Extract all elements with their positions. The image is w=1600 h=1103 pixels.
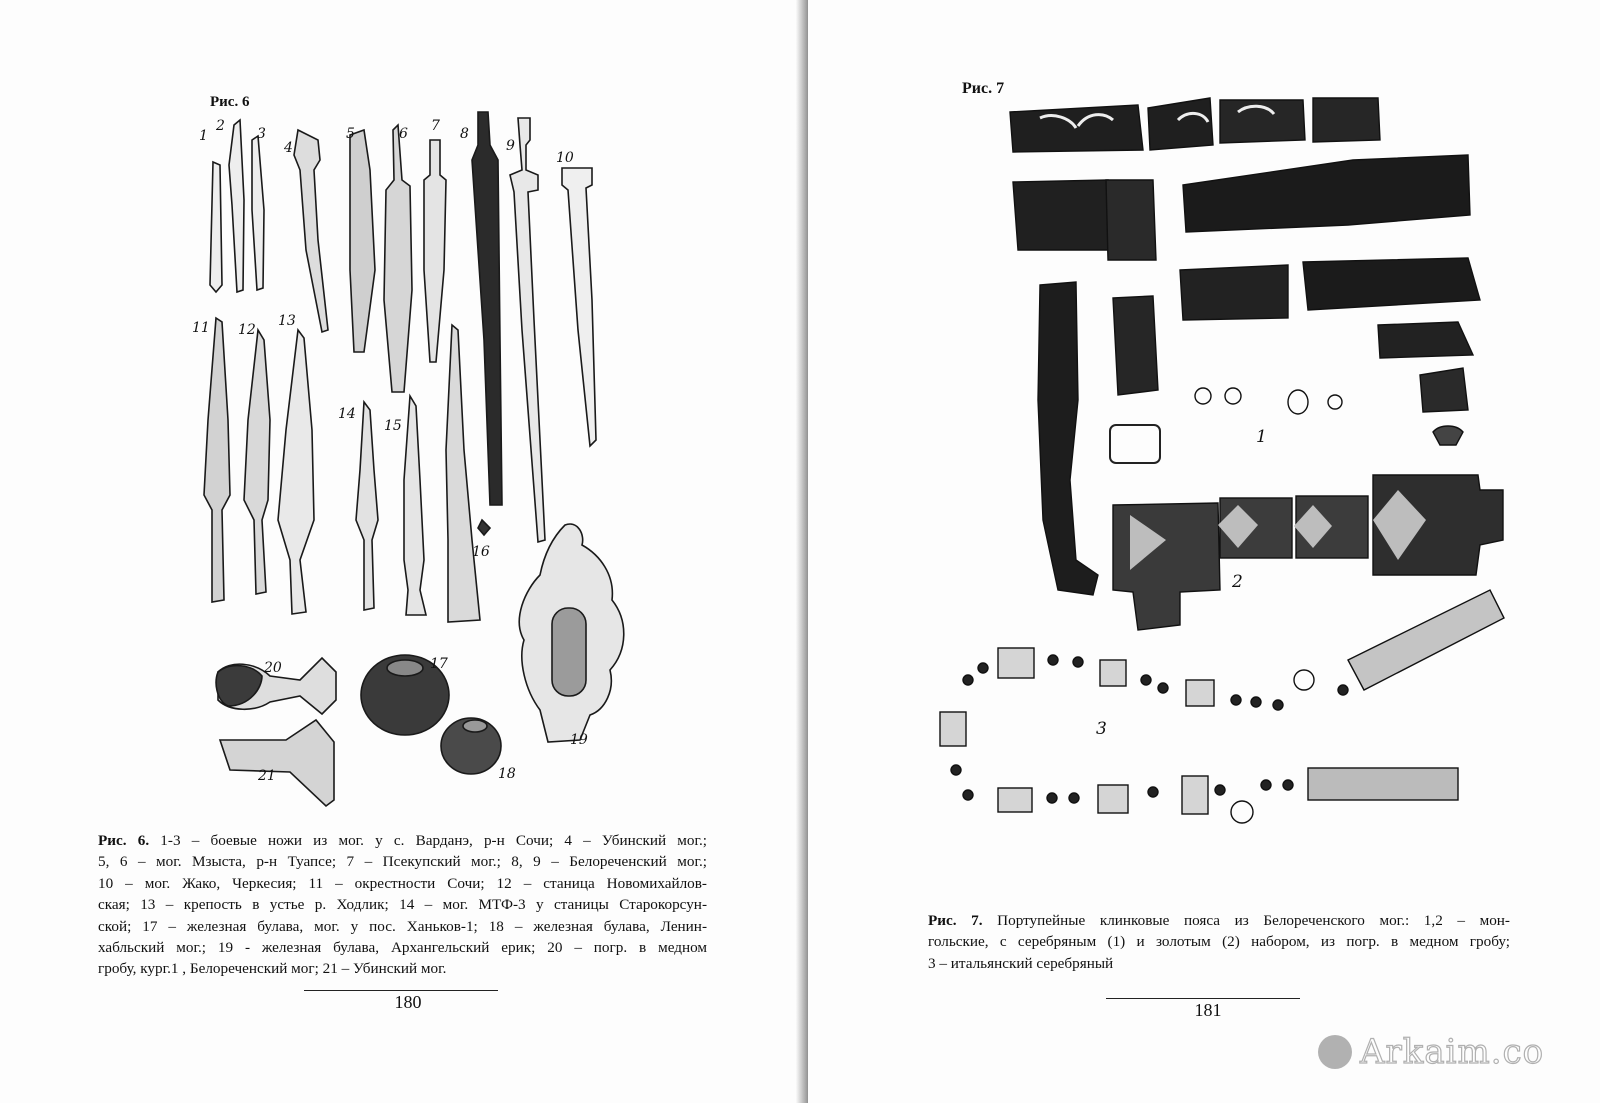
item-number: 7	[431, 118, 440, 134]
axe-21	[220, 720, 334, 806]
belt-strip	[1420, 368, 1468, 412]
item-number: 1	[199, 128, 208, 144]
belt-strip	[1313, 98, 1380, 142]
spear-15	[404, 396, 426, 615]
knife-6	[384, 125, 412, 392]
item-number: 5	[346, 126, 355, 142]
item-number: 21	[258, 768, 276, 784]
caption-line: хабльский мог.; 19 - железная булава, Архангельский ерик; 20 – погр. в медном	[98, 939, 707, 957]
spear-13	[278, 330, 314, 614]
spear-14	[356, 402, 378, 610]
item-number: 14	[338, 406, 356, 422]
caption-line: 1-3 – боевые ножи из мог. у с. Варданэ, р-н Сочи; 4 – Убинский мог.;	[149, 832, 707, 849]
belt-3-strap	[1308, 768, 1458, 800]
item-number: 13	[278, 313, 296, 329]
item-number: 1	[1256, 427, 1267, 447]
spear-11	[204, 318, 230, 602]
belt-vertical	[1038, 282, 1098, 595]
sword-10	[562, 168, 596, 446]
footer-rule	[304, 990, 498, 991]
figure-6-illustration	[0, 0, 808, 820]
belt-strip	[1106, 180, 1156, 260]
mace-19-socket	[552, 608, 586, 696]
item-number: 20	[264, 660, 282, 676]
figure-7-illustration	[808, 0, 1600, 840]
belt-strip	[1148, 98, 1213, 150]
belt-2-plate	[1113, 503, 1220, 630]
item-number: 19	[570, 732, 588, 748]
caption-line: гольские, с серебряным (1) и золотым (2) набором, из погр. в медном гробу;	[928, 933, 1510, 951]
knife-2	[229, 120, 244, 292]
caption-line: 3 – итальянский серебряный	[928, 954, 1114, 972]
knife-1	[210, 162, 222, 292]
sword-8	[472, 112, 502, 505]
site-watermark	[1318, 1030, 1588, 1074]
caption-line: ская; 13 – крепость в устье р. Ходлик; 14 – мог. МТФ-3 у станицы Старокорсун-	[98, 896, 707, 914]
right-page	[808, 0, 1600, 1103]
spear-12	[244, 330, 270, 594]
caption-line: 10 – мог. Жако, Черкесия; 11 – окрестности Сочи; 12 – станица Новомихайлов-	[98, 874, 707, 892]
figure-6-label: Рис. 6	[210, 94, 250, 110]
item-number: 3	[1096, 719, 1107, 739]
figure-6-caption	[98, 830, 707, 980]
caption-line: 5, 6 – мог. Мзыста, р-н Туапсе; 7 – Псекупский мог.; 8, 9 – Белореченский мог.;	[98, 853, 707, 871]
item-number: 11	[192, 320, 210, 336]
item-number: 18	[498, 766, 516, 782]
item-number: 10	[556, 150, 574, 166]
spear-16-tip	[478, 520, 490, 535]
figure-7-caption	[928, 910, 1510, 974]
item-number: 15	[384, 418, 402, 434]
watermark-logo-icon	[1318, 1035, 1352, 1069]
belt-strip	[1180, 265, 1288, 320]
footer-rule	[1106, 998, 1300, 999]
caption-lead: Рис. 7.	[928, 912, 983, 929]
spear-16	[446, 325, 480, 622]
caption-lead: Рис. 6.	[98, 832, 150, 849]
knife-4	[294, 130, 328, 332]
item-number: 2	[1232, 572, 1243, 592]
figure-7-label: Рис. 7	[962, 80, 1005, 97]
belt-strip	[1113, 296, 1158, 395]
item-number: 17	[430, 656, 448, 672]
belt-strip	[1303, 258, 1480, 310]
item-number: 2	[216, 118, 225, 134]
page-number: 181	[1194, 1000, 1222, 1020]
page-number: 180	[394, 992, 422, 1012]
item-number: 16	[472, 544, 490, 560]
item-number: 3	[257, 126, 266, 142]
knife-3	[252, 136, 264, 290]
watermark-text: Arkaim.co	[1360, 1032, 1545, 1072]
belt-strip	[1378, 322, 1473, 358]
item-number: 4	[284, 140, 293, 156]
caption-line: Портупейные клинковые пояса из Белореченского мог.: 1,2 – мон-	[982, 912, 1510, 929]
belt-strip-long	[1183, 155, 1470, 232]
item-number: 9	[506, 138, 515, 154]
caption-line: гробу, кург.1 , Белореченский мог; 21 – Убинский мог.	[98, 960, 447, 978]
item-number: 12	[238, 322, 256, 338]
caption-line: ской; 17 – железная булава, мог. у пос. Ханьков-1; 18 – железная булава, Ленин-	[98, 917, 707, 935]
belt-3-strap	[1348, 590, 1504, 690]
item-number: 6	[399, 126, 408, 142]
knife-5	[350, 130, 375, 352]
knife-7	[424, 140, 446, 362]
item-number: 8	[460, 126, 469, 142]
belt-strip	[1013, 180, 1108, 250]
sword-9	[510, 118, 545, 542]
belt-strip	[1010, 105, 1143, 152]
